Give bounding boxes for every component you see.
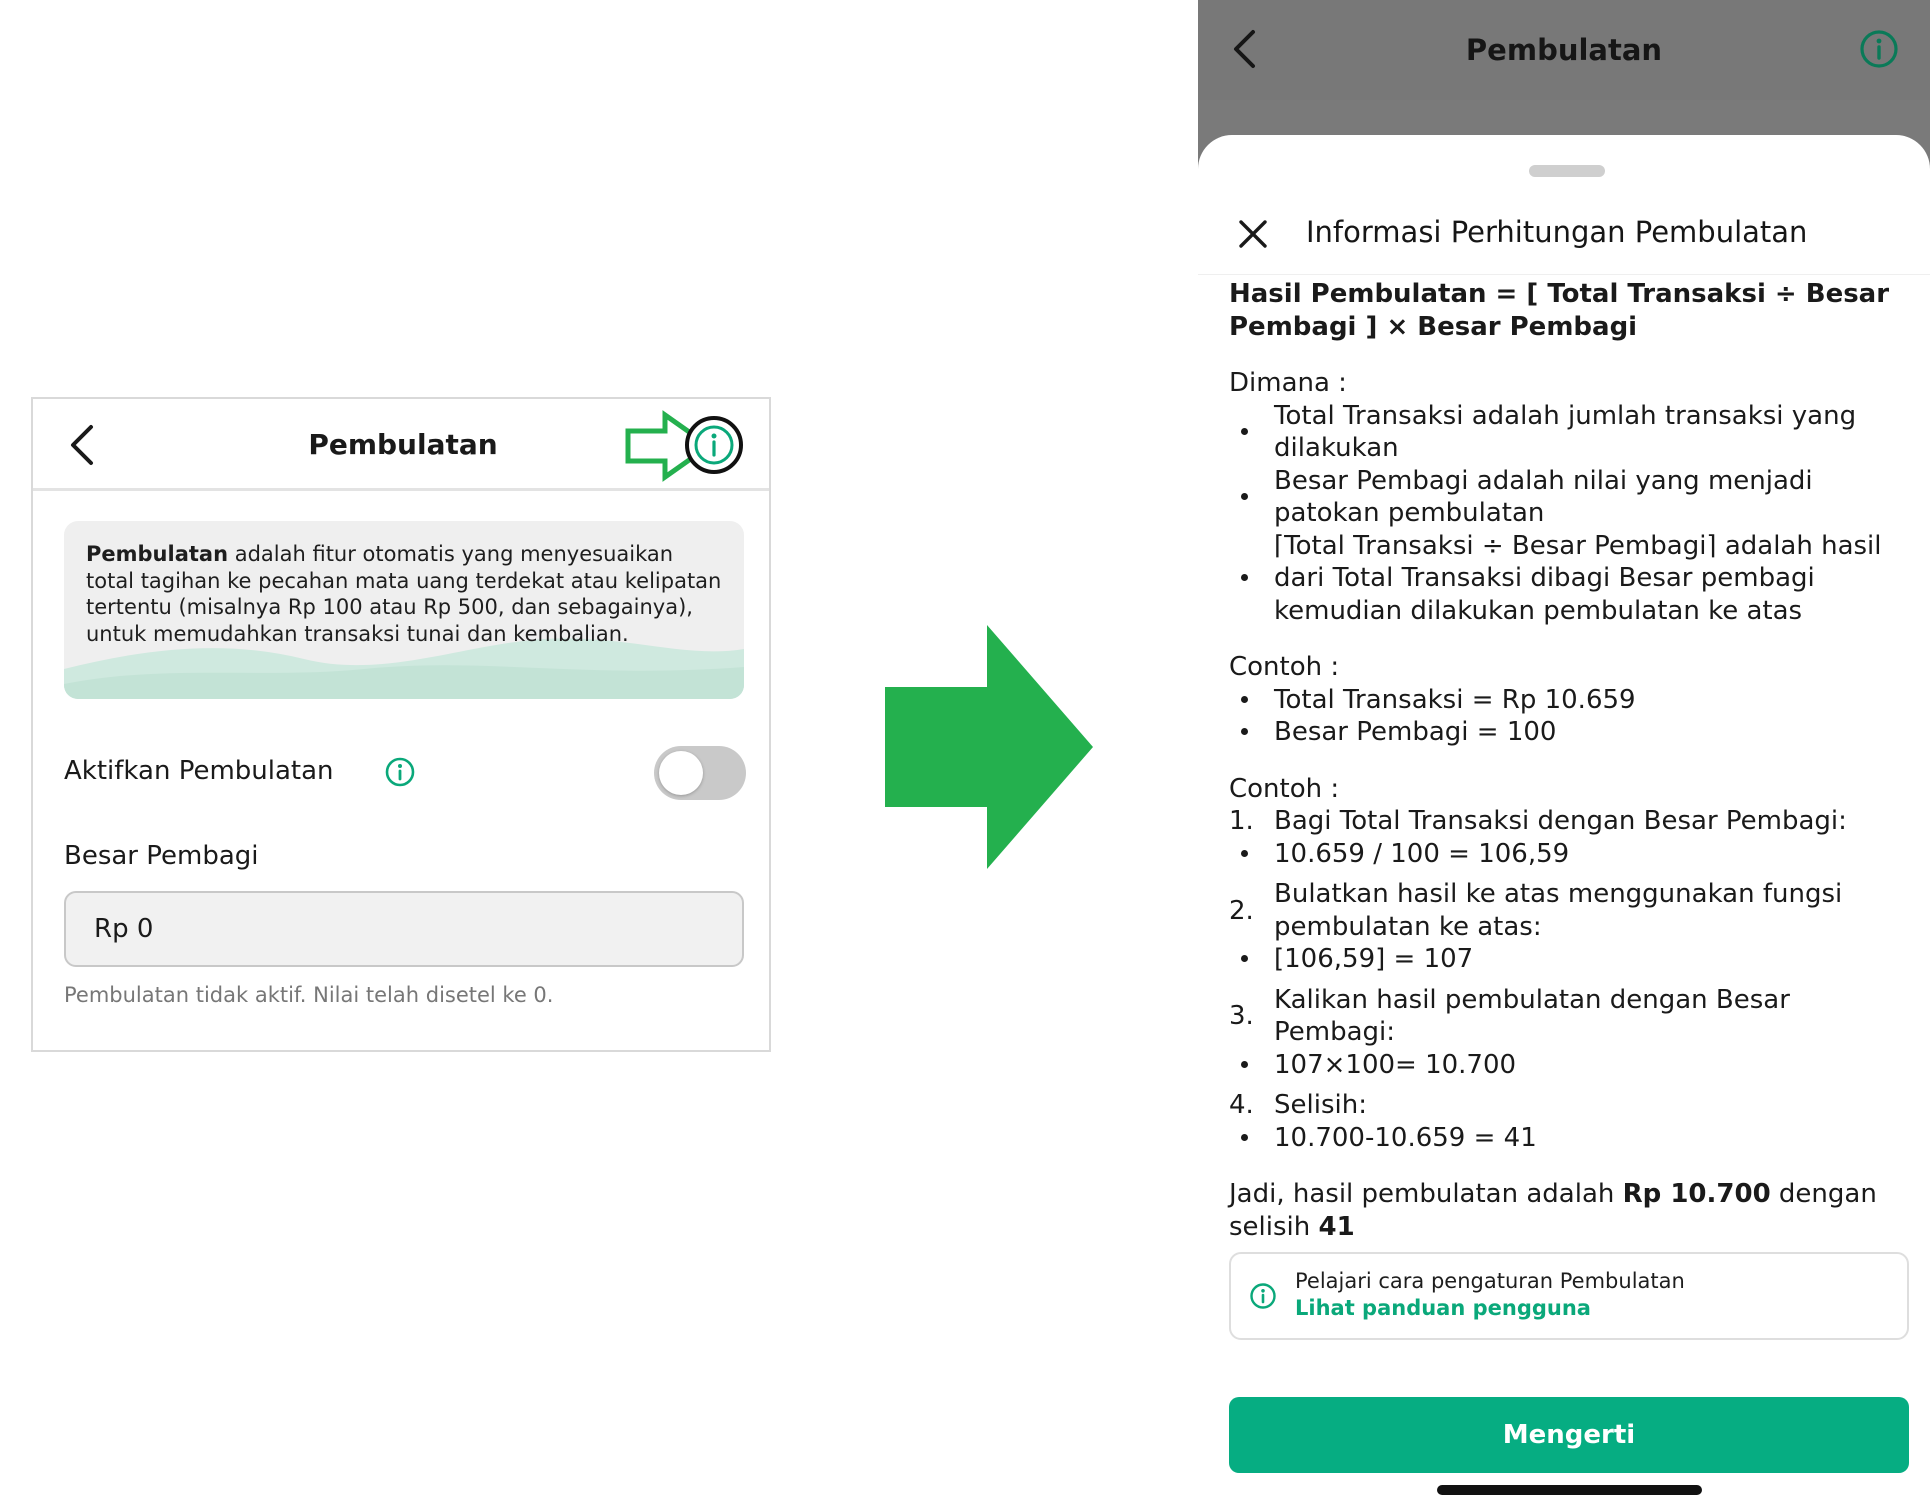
close-icon[interactable] bbox=[1236, 217, 1270, 251]
banner-bold-term: Pembulatan bbox=[86, 542, 229, 566]
toggle-info-icon[interactable] bbox=[384, 756, 416, 788]
step-item: 1. Bagi Total Transaksi dengan Besar Pembagi: bbox=[1229, 806, 1847, 836]
right-page-title: Pembulatan bbox=[1465, 33, 1663, 67]
contoh-list bbox=[1229, 684, 1914, 749]
step-item: 3. Kalikan hasil pembulatan dengan Besar Pembagi: bbox=[1229, 984, 1790, 1047]
sheet-header bbox=[1198, 195, 1930, 275]
transition-arrow-icon bbox=[885, 625, 1093, 869]
understood-button[interactable]: Mengerti bbox=[1229, 1397, 1909, 1473]
divisor-input[interactable] bbox=[64, 891, 744, 967]
list-item: Total Transaksi = Rp 10.659 bbox=[1274, 684, 1636, 715]
left-screen bbox=[31, 397, 771, 1052]
conclusion-text: Jadi, hasil pembulatan adalah Rp 10.700 dengan selisih 41 bbox=[1229, 1179, 1877, 1242]
toggle-knob bbox=[659, 751, 703, 795]
banner-description bbox=[86, 541, 726, 647]
user-guide-link[interactable]: Lihat panduan pengguna bbox=[1295, 1296, 1591, 1320]
guide-info-icon bbox=[1249, 1282, 1277, 1310]
list-item: Besar Pembagi = 100 bbox=[1274, 717, 1557, 747]
steps-list bbox=[1229, 805, 1914, 1154]
sheet-content bbox=[1229, 278, 1914, 1243]
activate-rounding-row bbox=[64, 744, 744, 800]
step-result: 10.700-10.659 = 41 bbox=[1274, 1122, 1537, 1153]
contoh-steps-title: Contoh : bbox=[1229, 773, 1340, 804]
step-result: 107×100= 10.700 bbox=[1274, 1049, 1517, 1080]
right-screen bbox=[1198, 0, 1930, 1508]
sheet-drag-handle[interactable] bbox=[1529, 165, 1605, 177]
left-header bbox=[33, 399, 769, 491]
info-banner bbox=[64, 521, 744, 699]
list-item: Total Transaksi adalah jumlah transaksi yang dilakukan bbox=[1274, 400, 1857, 463]
contoh-title: Contoh : bbox=[1229, 652, 1340, 682]
user-guide-box bbox=[1229, 1252, 1909, 1340]
list-item: ⌈Total Transaksi ÷ Besar Pembagi⌉ adalah hasil dari Total Transaksi dibagi Besar pembagi kemudian dilakukan pembulatan ke atas bbox=[1274, 530, 1882, 626]
list-item: Besar Pembagi adalah nilai yang menjadi patokan pembulatan bbox=[1274, 465, 1813, 528]
activate-rounding-label: Aktifkan Pembulatan bbox=[64, 756, 334, 786]
right-header bbox=[1198, 0, 1930, 100]
step-result: 10.659 / 100 = 106,59 bbox=[1274, 838, 1570, 869]
info-icon[interactable] bbox=[1858, 28, 1900, 70]
home-indicator bbox=[1437, 1485, 1702, 1495]
activate-rounding-toggle[interactable] bbox=[654, 746, 746, 800]
dimana-title: Dimana : bbox=[1229, 368, 1347, 398]
info-icon[interactable] bbox=[683, 414, 745, 476]
difference-amount: 41 bbox=[1318, 1211, 1355, 1242]
bottom-sheet bbox=[1198, 135, 1930, 1508]
step-item: 4. Selisih: bbox=[1229, 1090, 1367, 1120]
back-icon[interactable] bbox=[1226, 26, 1262, 72]
rounded-amount: Rp 10.700 bbox=[1622, 1179, 1771, 1209]
left-page-title: Pembulatan bbox=[308, 428, 498, 461]
step-result: [106,59] = 107 bbox=[1274, 944, 1474, 974]
guide-description: Pelajari cara pengaturan Pembulatan bbox=[1295, 1269, 1685, 1293]
divisor-hint: Pembulatan tidak aktif. Nilai telah disetel ke 0. bbox=[64, 983, 554, 1007]
banner-text: adalah fitur otomatis yang menyesuaikan total tagihan ke pecahan mata uang terdekat atau kelipatan tertentu (misalnya Rp 100 atau Rp 500, dan sebagainya), untuk memudahkan transaksi tunai dan kembalian. bbox=[86, 542, 722, 646]
step-item: 2. Bulatkan hasil ke atas menggunakan fungsi pembulatan ke atas: bbox=[1229, 879, 1843, 942]
dimana-list bbox=[1229, 400, 1914, 628]
back-icon[interactable] bbox=[61, 421, 101, 469]
sheet-title: Informasi Perhitungan Pembulatan bbox=[1306, 215, 1808, 249]
divisor-label: Besar Pembagi bbox=[64, 841, 259, 871]
rounding-formula: Hasil Pembulatan = [ Total Transaksi ÷ Besar Pembagi ] × Besar Pembagi bbox=[1229, 279, 1890, 342]
